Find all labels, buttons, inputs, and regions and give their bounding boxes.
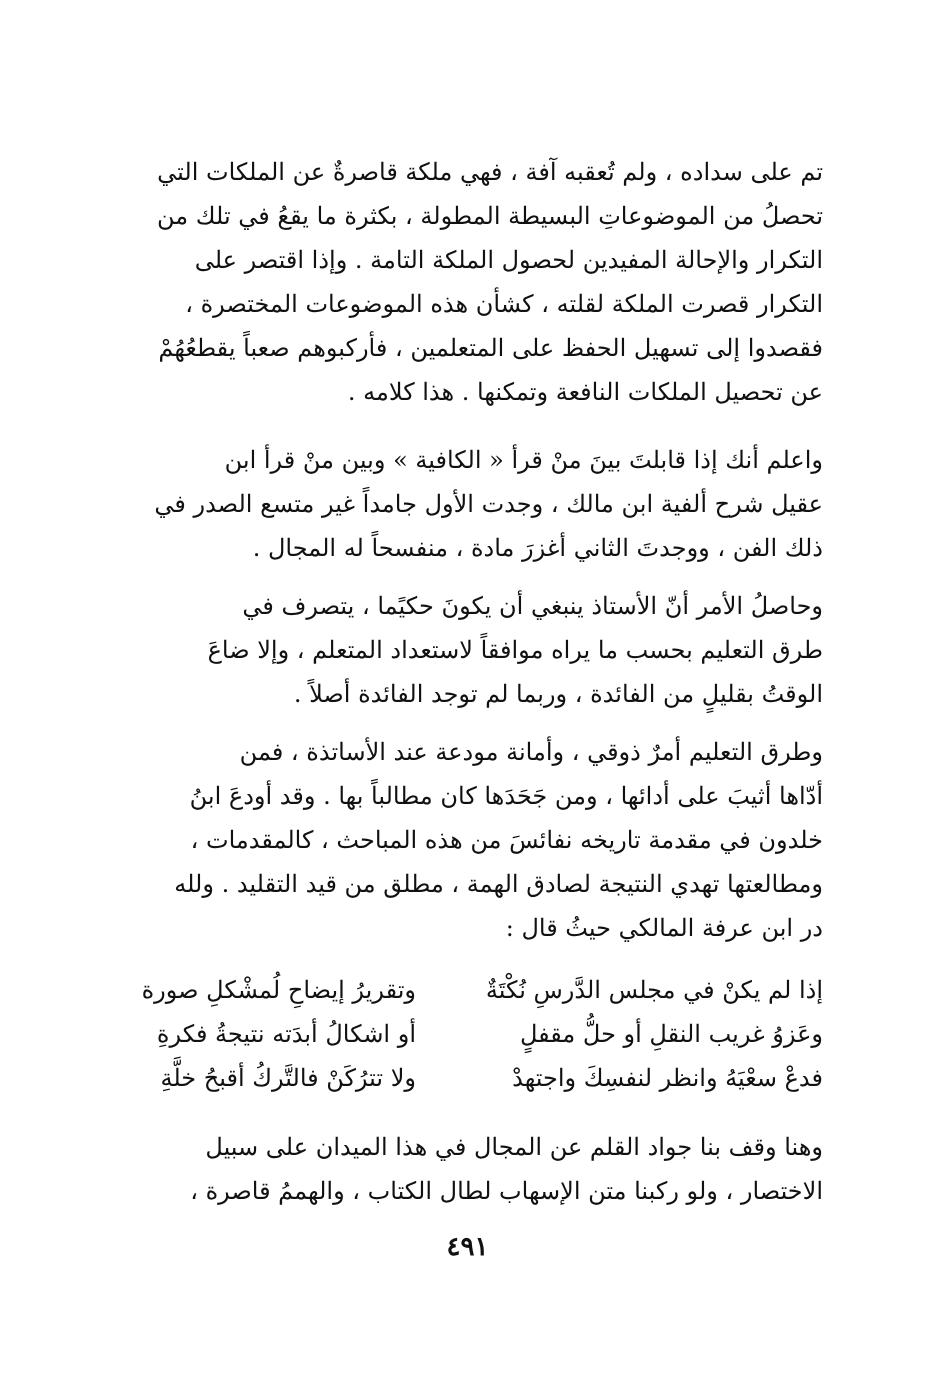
text-line: خلدون في مقدمة تاريخه نفائسَ من هذه المباحث ، كالمقدمات ، bbox=[190, 826, 823, 854]
verse-first-hemistich: إذا لم يكنْ في مجلس الدَّرسِ نُكْتَةٌ bbox=[485, 976, 823, 1004]
text-line: ومطالعتها تهدي النتيجة لصادق الهمة ، مطلق من قيد التقليد . ولله bbox=[174, 870, 823, 898]
verse-first-hemistich: وعَزوُ غريب النقلِ أو حلُّ مقفلٍ bbox=[519, 1020, 823, 1048]
text-line: ذلك الفن ، ووجدتَ الثاني أغزرَ مادة ، منفسحاً له المجال . bbox=[252, 534, 823, 562]
poem-verse bbox=[116, 1012, 823, 1056]
verse-second-hemistich: وتقريرُ إيضاحِ لُمشْكلِ صورة bbox=[141, 976, 416, 1004]
text-line: عن تحصيل الملكات النافعة وتمكنها . هذا كلامه . bbox=[347, 378, 823, 406]
text-line: الاختصار ، ولو ركبنا متن الإسهاب لطال الكتاب ، والهممُ قاصرة ، bbox=[190, 1177, 823, 1205]
verse-first-hemistich: فدعْ سعْيَهُ وانظر لنفسِكَ واجتهدْ bbox=[512, 1064, 823, 1092]
paragraph-2 bbox=[116, 438, 823, 570]
text-line: فقصدوا إلى تسهيل الحفظ على المتعلمين ، فأركبوهم صعباً يقطعُهُمْ bbox=[158, 334, 823, 362]
verse-second-hemistich: أو اشكالُ أبدَته نتيجةُ فكرةِ bbox=[156, 1020, 416, 1048]
poem bbox=[116, 968, 823, 1100]
text-line: وطرق التعليم أمرٌ ذوقي ، وأمانة مودعة عند الأساتذة ، فمن bbox=[239, 738, 823, 766]
paragraph-4 bbox=[116, 730, 823, 950]
paragraph-3 bbox=[116, 584, 823, 716]
text-line: در ابن عرفة المالكي حيثُ قال : bbox=[505, 914, 823, 942]
poem-verse bbox=[116, 1056, 823, 1100]
text-line: أدّاها أثيبَ على أدائها ، ومن جَحَدَها كان مطالباً بها . وقد أودعَ ابنُ bbox=[189, 782, 823, 810]
text-line: وحاصلُ الأمر أنّ الأستاذ ينبغي أن يكونَ حكيًما ، يتصرف في bbox=[242, 592, 823, 620]
paragraph-1 bbox=[116, 150, 823, 414]
text-line: عقيل شرح ألفية ابن مالك ، وجدت الأول جامداً غير متسع الصدر في bbox=[154, 490, 823, 518]
paragraph-5 bbox=[116, 1125, 823, 1213]
text-line: واعلم أنك إذا قابلتَ بينَ منْ قرأ « الكافية » وبين منْ قرأ ابن bbox=[224, 446, 823, 474]
text-line: التكرار قصرت الملكة لقلته ، كشأن هذه الموضوعات المختصرة ، bbox=[185, 290, 823, 318]
poem-verse bbox=[116, 968, 823, 1012]
text-line: الوقتُ بقليلٍ من الفائدة ، وربما لم توجد الفائدة أصلاً . bbox=[293, 680, 823, 708]
page-number: ٤٩١ bbox=[446, 1232, 489, 1262]
text-line: تم على سداده ، ولم تُعقبه آفة ، فهي ملكة قاصرةٌ عن الملكات التي bbox=[157, 158, 823, 186]
verse-second-hemistich: ولا تترُكَنْ فالتَّركُ أقبحُ خلَّةِ bbox=[160, 1064, 416, 1092]
text-line: التكرار والإحالة المفيدين لحصول الملكة التامة . وإذا اقتصر على bbox=[194, 246, 823, 274]
text-line: تحصلُ من الموضوعاتِ البسيطة المطولة ، بكثرة ما يقعُ في تلك من bbox=[157, 202, 823, 230]
text-line: طرق التعليم بحسب ما يراه موافقاً لاستعداد المتعلم ، وإلا ضاعَ bbox=[207, 636, 823, 664]
text-line: وهنا وقف بنا جواد القلم عن المجال في هذا الميدان على سبيل bbox=[205, 1133, 823, 1161]
